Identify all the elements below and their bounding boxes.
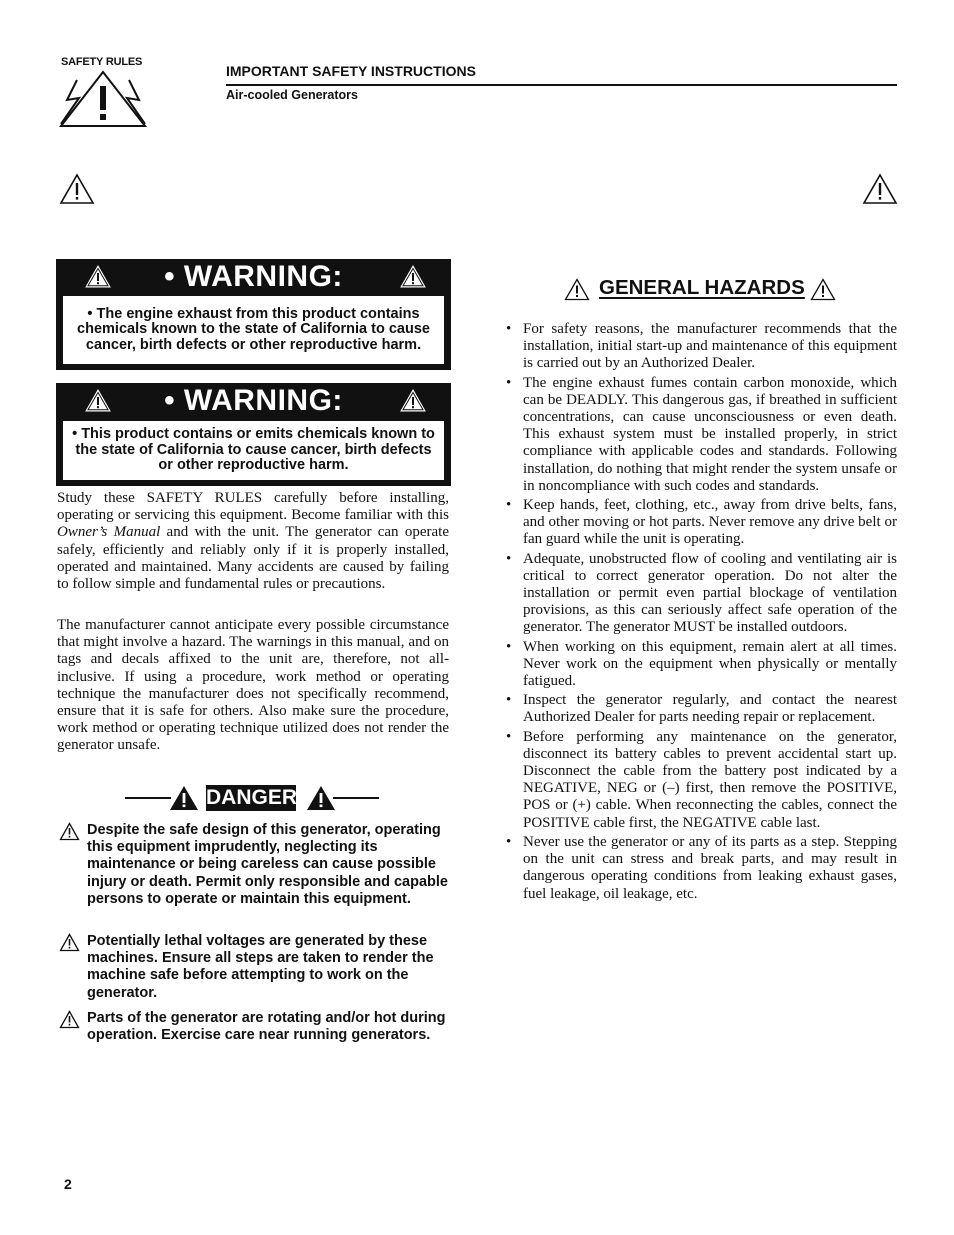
danger-label: DANGER [206,786,298,809]
hazard-item: • Keep hands, feet, clothing, etc., away from drive belts, fans, and other moving or hot parts. Never remove any drive belt or fan guard while the unit is operating. [505,497,897,549]
warning-triangle-icon [59,822,80,841]
warning-triangle-icon [399,388,427,413]
hazard-item: • Adequate, unobstructed flow of cooling and ventilating air is critical to correct generator operation. Do not alter the installation or permit even partial blockage of ventilation provisions, as this can seriously affect safe operation of the generator. The generator MUST be installed outdoors. [505,551,897,637]
warning-triangle-icon [399,264,427,289]
lightning-warning-icon [57,70,149,128]
warning-triangle-icon [59,1010,80,1029]
danger-item-text: Despite the safe design of this generator, operating this equipment imprudently, neglecting its maintenance or being careless can cause possible injury or death. Permit only responsible and capable persons to operate or maintain this equipment. [87,822,448,907]
hazard-item: • For safety reasons, the manufacturer recommends that the installation, initial start-up and maintenance of this equipment is carried out by an Authorized Dealer. [505,321,897,373]
intro-paragraph [57,490,449,593]
logo-text: SAFETY RULES [61,56,143,68]
warning-triangle-icon [59,933,80,952]
warning-triangle-icon [810,278,836,301]
general-hazards-list [505,321,897,905]
danger-list [57,822,452,1067]
danger-triangle-icon [169,785,199,811]
warning-triangle-icon [59,173,95,205]
general-hazards-heading [562,276,842,304]
general-hazards-title: GENERAL HAZARDS [599,276,805,299]
warning-box [56,383,451,486]
intro-text: and with the unit. The generator can operate safely, efficiently and reliably only if it is properly installed, operated and maintained. Many accidents are caused by failing to follow simple and fundamental rules or precautions. [57,524,449,593]
header-title: IMPORTANT SAFETY INSTRUCTIONS [226,63,476,79]
hazard-item: • Never use the generator or any of its parts as a step. Stepping on the unit can stress and break parts, and may result in dangerous operating conditions from leaking exhaust gases, fuel leakage, oil leakage, etc. [505,834,897,903]
warning-triangle-icon [862,173,898,205]
warning-text: • The engine exhaust from this product contains chemicals known to the state of California to cause cancer, birth defects or other reproductive harm. [63,296,444,364]
header-subtitle: Air-cooled Generators [226,88,358,102]
warning-triangle-icon [564,278,590,301]
intro-text: Study these SAFETY RULES carefully before installing, operating or servicing this equipment. Become familiar with this [57,490,449,524]
safety-rules-logo [57,56,149,128]
danger-item-text: Potentially lethal voltages are generated by these machines. Ensure all steps are taken to render the machine safe before attempting to work on the generator. [87,933,434,1001]
intro-paragraph: The manufacturer cannot anticipate every possible circumstance that might involve a hazard. The warnings in this manual, and on tags and decals affixed to the unit are, therefore, not all-inclusive. If using a procedure, work method or operating technique the manufacturer does not specifically recommend, ensure that it is safe for others. Also make sure the procedure, work method or operating technique utilized does not render the generator unsafe. [57,617,449,754]
manual-title: Owner’s Manual [57,524,161,541]
hazard-item: • Before performing any maintenance on the generator, disconnect its battery cables to prevent accidental start up. Disconnect the cable from the battery post indicated by a NEGATIVE, NEG or (–) first, then remove the POSITIVE, POS or (+) cable. When reconnecting the cables, connect the POSITIVE cable first, the NEGATIVE cable last. [505,729,897,832]
warning-heading: • WARNING: [164,260,343,293]
header-rule [226,84,897,86]
warning-text: • This product contains or emits chemicals known to the state of California to cause cancer, birth defects or other reproductive harm. [63,421,444,480]
warning-heading: • WARNING: [164,384,343,417]
page-number: 2 [64,1176,72,1192]
hazard-item: • When working on this equipment, remain alert at all times. Never work on the equipment when physically or mentally fatigued. [505,639,897,691]
hazard-item: • The engine exhaust fumes contain carbon monoxide, which can be DEADLY. This dangerous gas, if breathed in sufficient concentrations, can cause unconsciousness or even death. This exhaust system must be installed properly, in strict compliance with applicable codes and standards. Following installation, do nothing that might render the system unsafe or in noncompliance with such codes and standards. [505,375,897,495]
danger-item-text: Parts of the generator are rotating and/or hot during operation. Exercise care near running generators. [87,1010,446,1044]
warning-box [56,259,451,370]
danger-triangle-icon [306,785,336,811]
danger-banner [125,783,385,813]
hazard-item: • Inspect the generator regularly, and contact the nearest Authorized Dealer for parts needing repair or replacement. [505,692,897,726]
